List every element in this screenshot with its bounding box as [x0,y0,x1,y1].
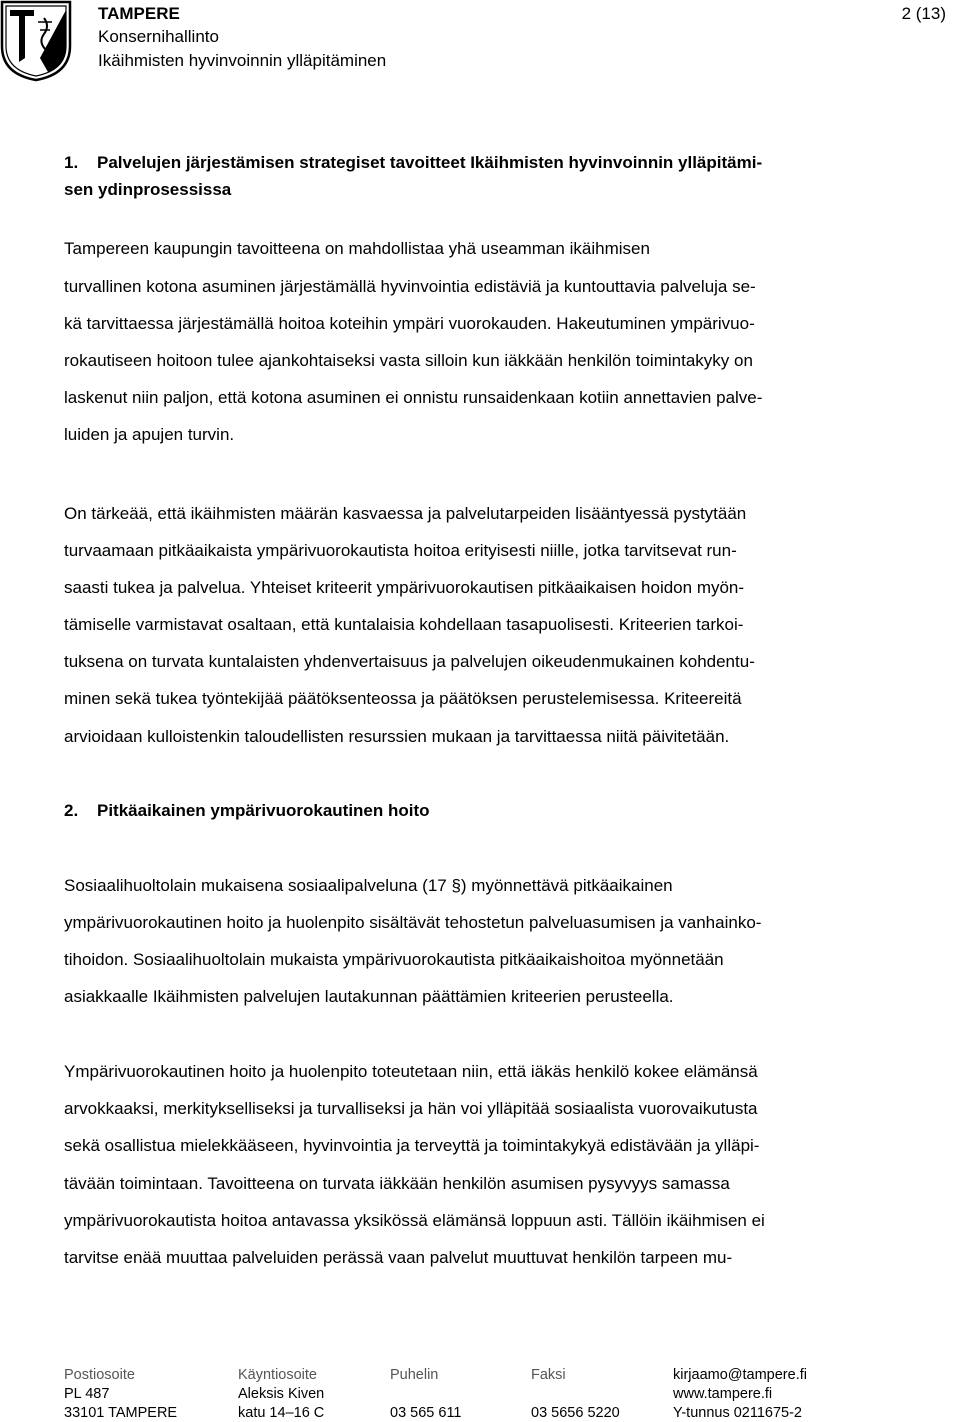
section-2-number: 2. [64,801,79,820]
section-2-title: Pitkäaikainen ympärivuorokautinen hoito [97,801,430,820]
tampere-coat-of-arms-logo [0,0,72,82]
paragraph-4-line: sekä osallistua mielekkääseen, hyvinvointia ja terveyttä ja toimintakykyä edistävään ja ylläpi- [64,1136,760,1155]
paragraph-4-line: tävään toimintaan. Tavoitteena on turvata iäkkään henkilön asumisen pysyvyys samassa [64,1174,730,1193]
footer-web: www.tampere.fi [673,1386,773,1402]
page-number: 2 (13) [901,4,946,23]
paragraph-2-line: tuksena on turvata kuntalaisten yhdenvertaisuus ja palvelujen oikeudenmukainen kohdentu- [64,652,755,671]
footer-business-id: Y-tunnus 0211675-2 [673,1405,802,1421]
paragraph-1-line: rokautiseen hoitoon tulee ajankohtaiseksi vasta silloin kun iäkkään henkilön toimintakyky on [64,351,753,370]
paragraph-1-line: laskenut niin paljon, että kotona asuminen ei onnistu runsaidenkaan kotiin annettavien palve- [64,388,763,407]
paragraph-1-line: luiden ja apujen turvin. [64,425,235,444]
section-1-number: 1. [64,153,79,172]
paragraph-2-line: turvaamaan pitkäaikaista ympärivuorokautista hoitoa erityisesti niille, jotka tarvitsevat run- [64,541,737,560]
footer-fax: 03 5656 5220 [531,1405,620,1421]
paragraph-4-line: ympärivuorokautista hoitoa antavassa yksikössä elämänsä loppuun asti. Tällöin ikäihmisen ei [64,1211,765,1230]
paragraph-3-line: tihoidon. Sosiaalihuoltolain mukaista ympärivuorokautista pitkäaikaishoitoa myönnetään [64,950,724,969]
paragraph-3-line: asiakkaalle Ikäihmisten palvelujen lautakunnan päättämien kriteerien perusteella. [64,987,674,1006]
paragraph-1-line: turvallinen kotona asuminen järjestämällä hyvinvointia edistäviä ja kuntouttavia palveluja se- [64,277,756,296]
paragraph-2-line: On tärkeää, että ikäihmisten määrän kasvaessa ja palvelutarpeiden lisääntyessä pystytään [64,504,747,523]
footer-email: kirjaamo@tampere.fi [673,1367,807,1383]
paragraph-3-line: ympärivuorokautinen hoito ja huolenpito sisältävät tehostetun palveluasumisen ja vanhainko- [64,913,762,932]
footer-fax-label: Faksi [531,1367,566,1383]
footer-visit-line: katu 14–16 C [238,1405,325,1421]
header-process: Ikäihmisten hyvinvoinnin ylläpitäminen [98,51,387,70]
paragraph-4-line: Ympärivuorokautinen hoito ja huolenpito toteutetaan niin, että iäkäs henkilö kokee elämänsä [64,1062,758,1081]
paragraph-4-line: tarvitse enää muuttaa palveluiden perässä vaan palvelut muuttuvat henkilön tarpeen mu- [64,1248,733,1267]
paragraph-1-line: Tampereen kaupungin tavoitteena on mahdollistaa yhä useamman ikäihmisen [64,239,650,258]
paragraph-1-line: kä tarvittaessa järjestämällä hoitoa koteihin ympäri vuorokauden. Hakeutuminen ympärivuo- [64,314,755,333]
footer-visit-label: Käyntiosoite [238,1367,317,1383]
paragraph-4-line: arvokkaaksi, merkitykselliseksi ja turvalliseksi ja hän voi ylläpitää sosiaalista vuorovaikutusta [64,1099,758,1118]
paragraph-2-line: minen sekä tukea työntekijää päätöksenteossa ja päätöksen perustelemisessa. Kriteereitä [64,689,742,708]
footer-postal-label: Postiosoite [64,1367,135,1383]
footer-phone: 03 565 611 [390,1405,462,1421]
paragraph-2-line: saasti tukea ja palvelua. Yhteiset kriteerit ympärivuorokautisen pitkäaikaisen hoidon myön- [64,578,745,597]
section-1-title-line: Palvelujen järjestämisen strategiset tavoitteet Ikäihmisten hyvinvoinnin ylläpitämi- [97,153,763,172]
paragraph-3-line: Sosiaalihuoltolain mukaisena sosiaalipalveluna (17 §) myönnettävä pitkäaikainen [64,876,673,895]
footer-visit-line: Aleksis Kiven [238,1386,325,1402]
footer-phone-label: Puhelin [390,1367,439,1383]
footer-postal-line: PL 487 [64,1386,110,1402]
paragraph-2-line: tämiselle varmistavat osaltaan, että kuntalaisia kohdellaan tasapuolisesti. Kriteerien tarkoi- [64,615,744,634]
footer-postal-line: 33101 TAMPERE [64,1405,178,1421]
paragraph-2-line: arvioidaan kulloistenkin taloudellisten resurssien mukaan ja tarvittaessa niitä päivitetään. [64,727,730,746]
header-org: TAMPERE [98,4,180,23]
section-1-title-line: sen ydinprosessissa [64,180,232,199]
header-unit: Konsernihallinto [98,27,219,46]
